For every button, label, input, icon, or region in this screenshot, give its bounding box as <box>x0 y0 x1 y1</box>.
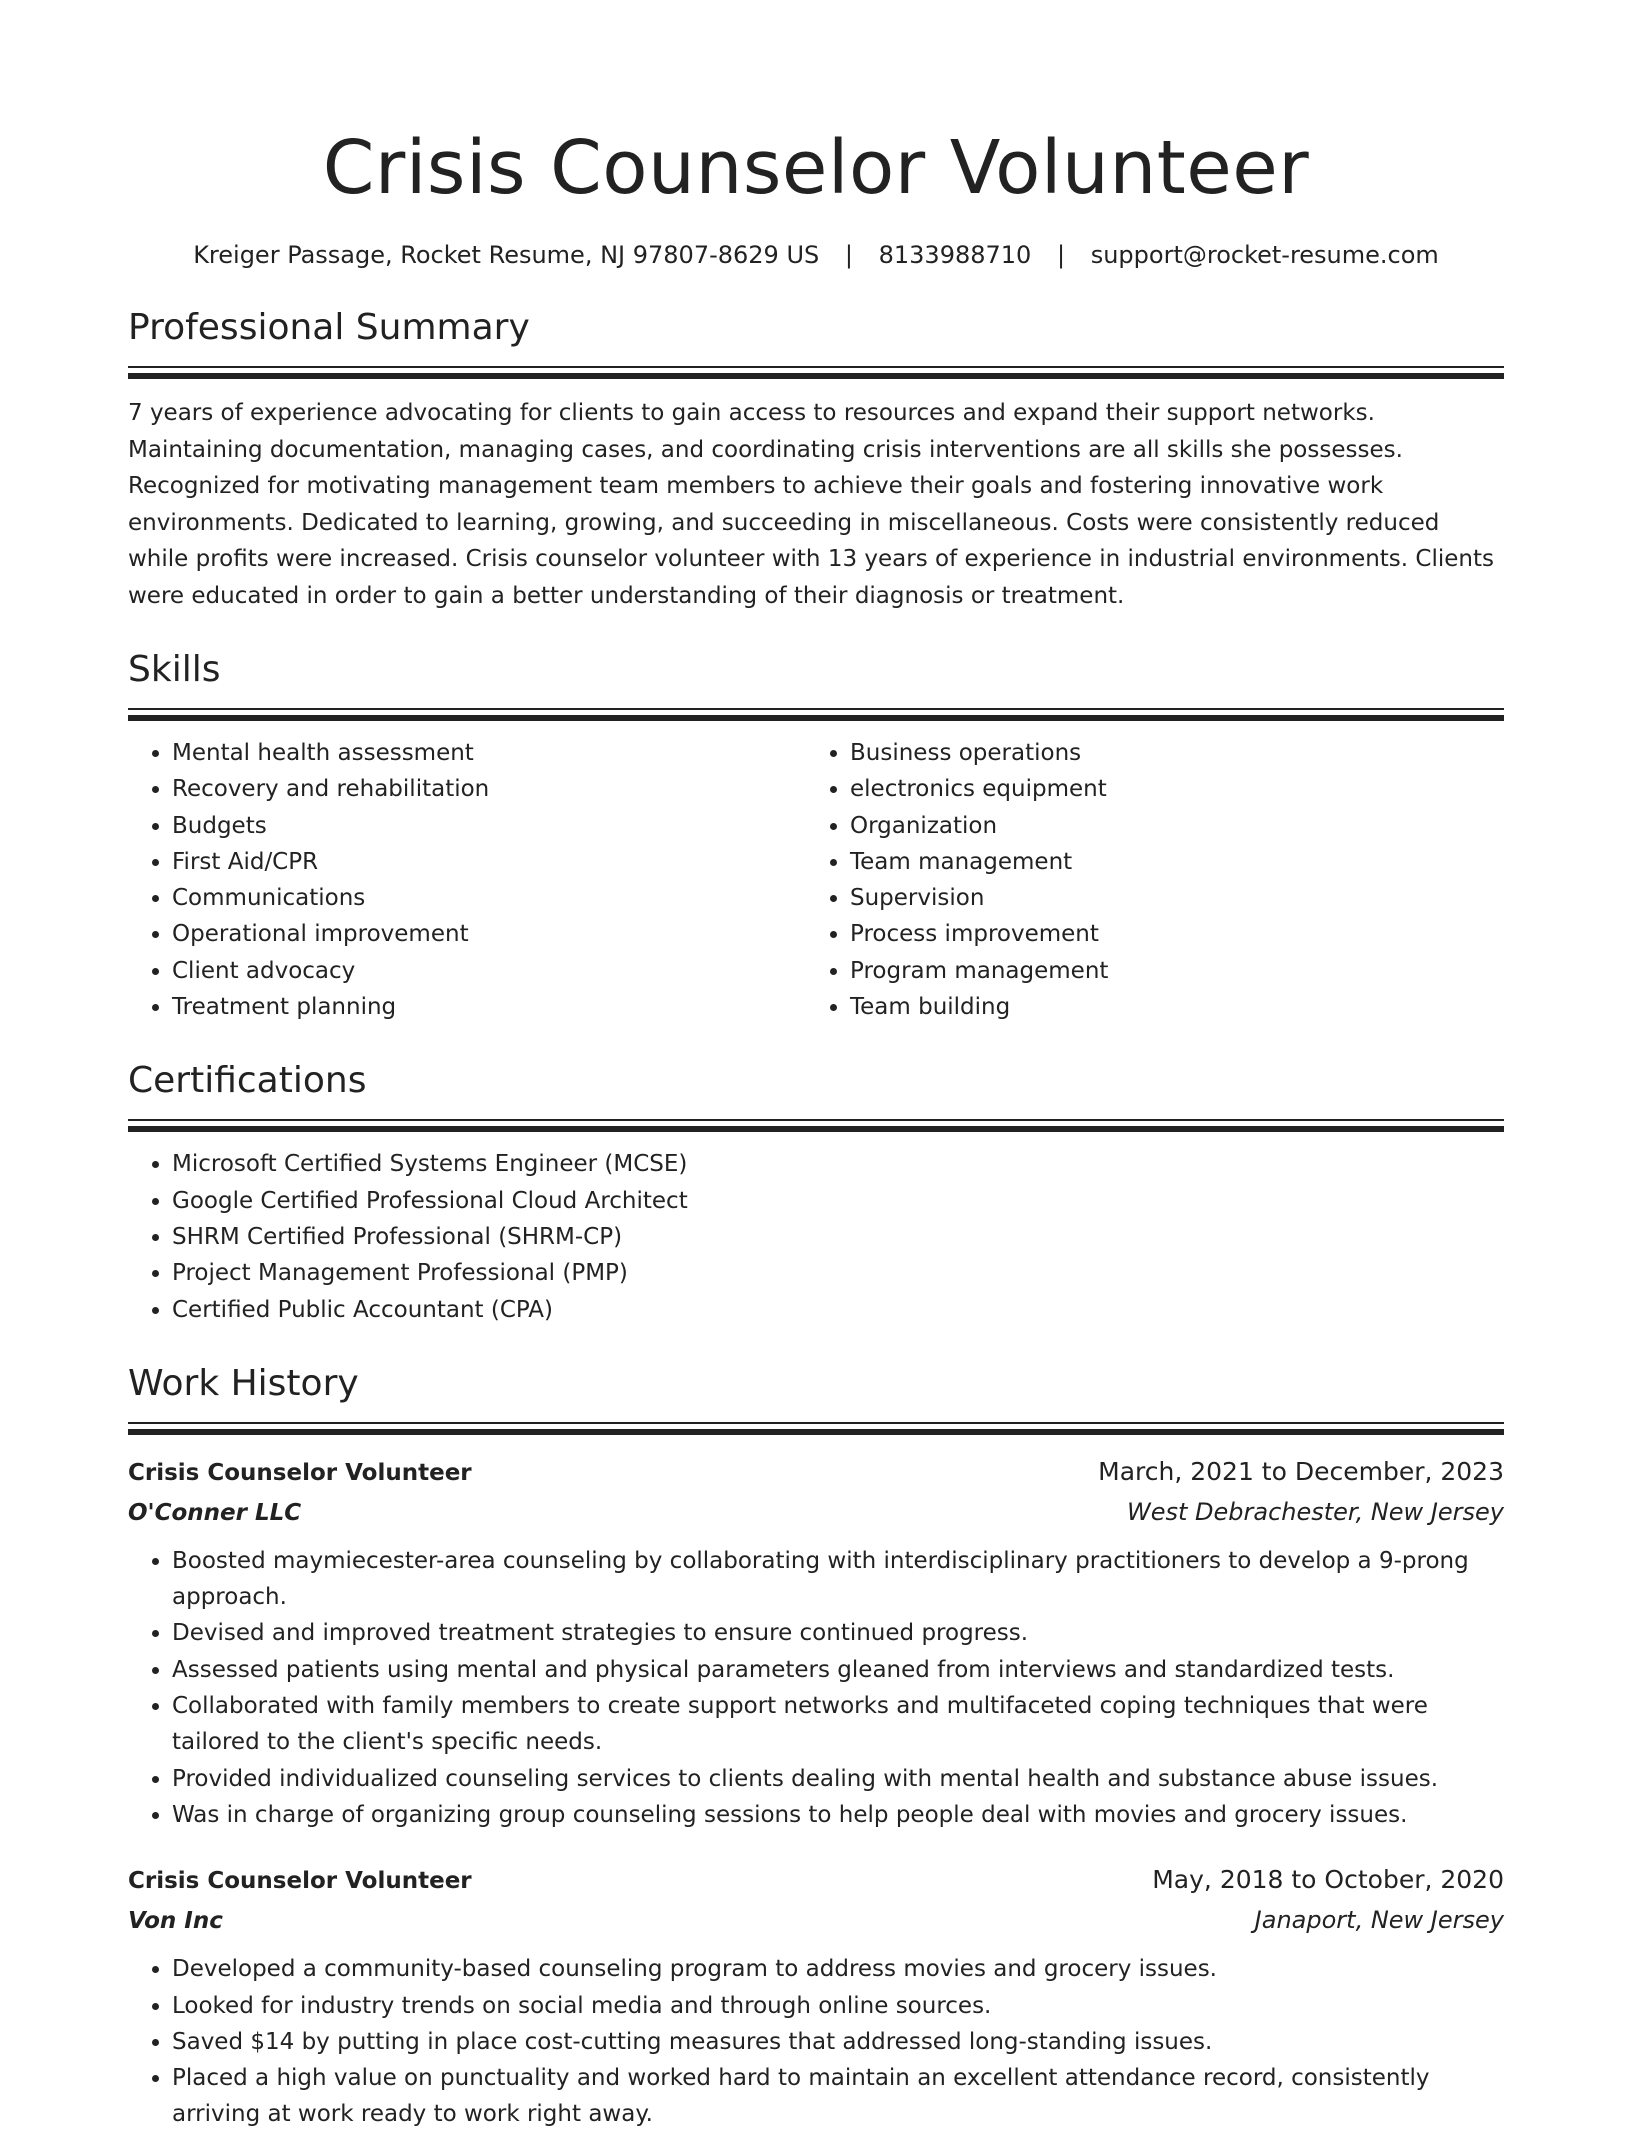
job-header-row <box>128 1861 1504 1900</box>
skills-grid <box>128 735 1504 1025</box>
job-duty-item: • Devised and improved treatment strategies to ensure continued progress. <box>172 1615 1504 1651</box>
skill-item: • Client advocacy <box>172 953 806 989</box>
skills-list-left <box>128 735 806 1025</box>
job-duty-item: • Looked for industry trends on social media and through online sources. <box>172 1988 1504 2024</box>
job-duty-item: • Was in charge of organizing group counseling sessions to help people deal with movies and grocery issues. <box>172 1797 1504 1833</box>
section-title-certifications: Certifications <box>128 1060 367 1102</box>
skill-item: • Budgets <box>172 808 806 844</box>
contact-address: Kreiger Passage, Rocket Resume, NJ 97807-8629 US <box>193 241 820 269</box>
section-divider-thick <box>128 1126 1504 1132</box>
job-title: Crisis Counselor Volunteer <box>128 1868 472 1895</box>
skill-item: • Program management <box>850 953 1484 989</box>
skill-item: • Process improvement <box>850 916 1484 952</box>
job-dates: March, 2021 to December, 2023 <box>1098 1456 1504 1486</box>
section-divider <box>128 1119 1504 1121</box>
job-company: O'Conner LLC <box>128 1499 302 1526</box>
certification-item: • Microsoft Certified Systems Engineer (MCSE) <box>172 1146 1504 1182</box>
skills-section <box>128 648 1504 1025</box>
skills-list-right <box>806 735 1484 1025</box>
skill-item: • Supervision <box>850 880 1484 916</box>
job-duty-item: • Placed a high value on punctuality and worked hard to maintain an excellent attendance record, consistently arriving at work ready to work right away. <box>172 2060 1504 2133</box>
contact-separator: | <box>844 241 853 269</box>
contact-phone: 8133988710 <box>878 241 1032 269</box>
section-divider <box>128 708 1504 710</box>
skill-item: • Organization <box>850 808 1484 844</box>
job-header-row <box>128 1453 1504 1492</box>
skill-item: • Treatment planning <box>172 989 806 1025</box>
section-title-work-history: Work History <box>128 1362 359 1404</box>
job-entry <box>128 1453 1504 1833</box>
contact-line <box>128 238 1504 272</box>
job-duty-item: • Saved $14 by putting in place cost-cutting measures that addressed long-standing issues. <box>172 2024 1504 2060</box>
contact-separator: | <box>1056 241 1066 269</box>
skill-item: • electronics equipment <box>850 771 1484 807</box>
job-duties-list <box>128 1543 1504 1833</box>
resume-name: Crisis Counselor Volunteer <box>322 125 1310 211</box>
section-divider-thick <box>128 373 1504 379</box>
section-divider-thick <box>128 715 1504 721</box>
job-company-row <box>128 1492 1504 1533</box>
job-duty-item: • Assessed patients using mental and physical parameters gleaned from interviews and standardized tests. <box>172 1652 1504 1688</box>
job-company: Von Inc <box>128 1908 223 1935</box>
job-duties-list <box>128 1951 1504 2132</box>
skill-item: • Communications <box>172 880 806 916</box>
job-entry <box>128 1861 1504 2132</box>
section-divider-thick <box>128 1429 1504 1435</box>
job-duty-item: • Collaborated with family members to create support networks and multifaceted coping techniques that were tailored to the client's specific needs. <box>172 1688 1504 1761</box>
contact-email: support@rocket-resume.com <box>1090 241 1439 269</box>
job-location: Janaport, New Jersey <box>1254 1906 1504 1935</box>
job-title: Crisis Counselor Volunteer <box>128 1459 472 1486</box>
job-dates: May, 2018 to October, 2020 <box>1152 1865 1504 1895</box>
skill-item: • Team building <box>850 989 1484 1025</box>
summary-text: 7 years of experience advocating for clients to gain access to resources and expand their support networks. Maintaining documentation, managing cases, and coordinating crisis interventions are all skills she possesses. Recognized for motivating management team members to achieve their goals and fostering innovative work environments. Dedicated to learning, growing, and succeeding in miscellaneous. Costs were consistently reduced while profits were increased. Crisis counselor volunteer with 13 years of experience in industrial environments. Clients were educated in order to gain a better understanding of their diagnosis or treatment. <box>128 400 1494 609</box>
job-duty-item: • Provided individualized counseling services to clients dealing with mental health and substance abuse issues. <box>172 1761 1504 1797</box>
section-divider <box>128 1422 1504 1424</box>
job-duty-item: • Boosted maymiecester-area counseling by collaborating with interdisciplinary practitioners to develop a 9-prong approach. <box>172 1543 1504 1616</box>
summary-section <box>128 306 1504 614</box>
work-history-section <box>128 1362 1504 2133</box>
certification-item: • Google Certified Professional Cloud Architect <box>172 1183 1504 1219</box>
certification-item: • Certified Public Accountant (CPA) <box>172 1292 1504 1328</box>
skill-item: • Recovery and rehabilitation <box>172 771 806 807</box>
skill-item: • First Aid/CPR <box>172 844 806 880</box>
certification-item: • Project Management Professional (PMP) <box>172 1255 1504 1291</box>
skill-item: • Operational improvement <box>172 916 806 952</box>
certification-item: • SHRM Certified Professional (SHRM-CP) <box>172 1219 1504 1255</box>
job-location: West Debrachester, New Jersey <box>1126 1497 1504 1526</box>
skill-item: • Business operations <box>850 735 1484 771</box>
certifications-section <box>128 1059 1504 1327</box>
section-title-summary: Professional Summary <box>128 307 530 348</box>
skill-item: • Mental health assessment <box>172 735 806 771</box>
section-title-skills: Skills <box>128 649 221 690</box>
certifications-list <box>128 1146 1504 1327</box>
section-divider <box>128 366 1504 368</box>
skill-item: • Team management <box>850 844 1484 880</box>
job-duty-item: • Developed a community-based counseling program to address movies and grocery issues. <box>172 1951 1504 1987</box>
job-company-row <box>128 1900 1504 1941</box>
